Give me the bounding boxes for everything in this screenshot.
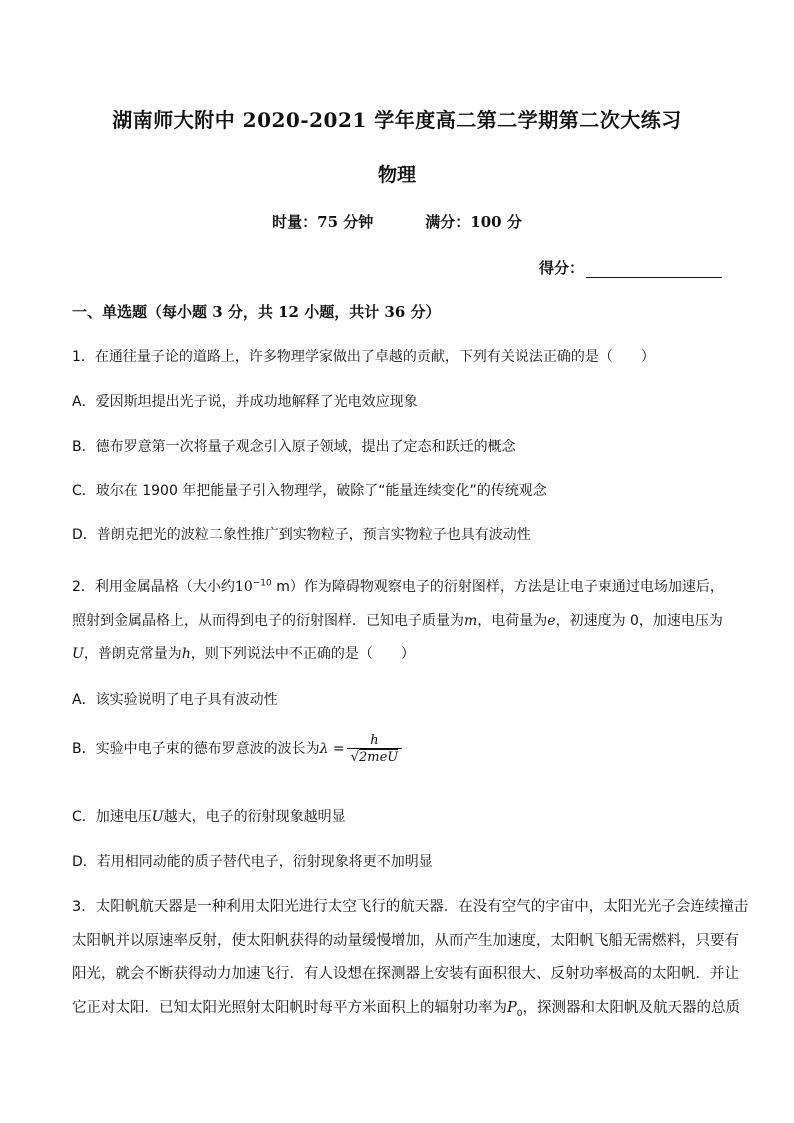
q1-option-a: A．爱因斯坦提出光子说，并成功地解释了光电效应现象 xyxy=(72,394,418,410)
q1-option-b: B．德布罗意第一次将量子观念引入原子领域，提出了定态和跃迁的概念 xyxy=(72,439,516,455)
q3-stem-line-3: 阳光，就会不断获得动力加速飞行．有人设想在探测器上安装有面积很大、反射功率极高的太阳帆．并让 xyxy=(72,966,739,982)
q2-option-a: A．该实验说明了电子具有波动性 xyxy=(72,692,278,708)
score-field xyxy=(539,257,722,278)
exam-title: 湖南师大附中 2020-2021 学年度高二第二学期第二次大练习 xyxy=(112,108,682,132)
q2-stem-line-3: U，普朗克常量为h，则下列说法中不正确的是（ ） xyxy=(72,646,415,662)
q3-stem-line-4: 它正对太阳．已知太阳光照射太阳帆时每平方米面积上的辐射功率为$P_0$，探测器和太阳帆及航天器的总质 xyxy=(72,1000,740,1019)
q1-option-c: C．玻尔在 1900 年把能量子引入物理学，破除了“能量连续变化”的传统观念 xyxy=(72,483,547,499)
q1-stem: 1．在通往量子论的道路上，许多物理学家做出了卓越的贡献，下列有关说法正确的是（ ） xyxy=(72,349,655,365)
score-label: 得分： xyxy=(538,259,584,277)
score-blank-line xyxy=(586,261,722,278)
q2-option-c: C．加速电压U越大，电子的衍射现象越明显 xyxy=(72,809,346,825)
time-label: 时量：75 分钟 xyxy=(272,213,374,231)
section-heading: 一、单选题（每小题 3 分，共 12 小题，共计 36 分） xyxy=(72,303,441,321)
q3-stem-line-1: 3．太阳帆航天器是一种利用太阳光进行太空飞行的航天器．在没有空气的宇宙中，太阳光光子会连续撞击 xyxy=(72,899,749,915)
q2-wavelength-formula: $\frac{h}{\text{√2meU}}$ xyxy=(347,733,403,765)
q2-option-d: D．若用相同动能的质子替代电子，衍射现象将更不加明显 xyxy=(72,854,433,870)
q3-stem-line-2: 太阳帆并以原速率反射，使太阳帆获得的动量缓慢增加，从而产生加速度，太阳帆飞船无需燃料，只要有 xyxy=(72,933,739,949)
sqrt-icon: √ xyxy=(350,750,359,765)
q2-stem-line-1: 2．利用金属晶格（大小约$10^{-10}$ m）作为障碍物观察电子的衍射图样，方法是让电子束通过电场加速后， xyxy=(72,578,724,595)
subject-title: 物理 xyxy=(377,164,416,186)
full-marks-label: 满分：100 分 xyxy=(425,213,522,231)
q2-option-b: B．实验中电子束的德布罗意波的波长为λ = $\frac{h}{\text{√2meU}}$ xyxy=(72,733,402,765)
exam-meta xyxy=(0,211,794,232)
q2-lambda: λ = xyxy=(319,741,345,757)
q1-option-d: D．普朗克把光的波粒二象性推广到实物粒子，预言实物粒子也具有波动性 xyxy=(72,527,531,543)
q2-stem-line-2: 照射到金属晶格上，从而得到电子的衍射图样．已知电子质量为m，电荷量为e，初速度为 0，加速电压为 xyxy=(72,613,723,629)
